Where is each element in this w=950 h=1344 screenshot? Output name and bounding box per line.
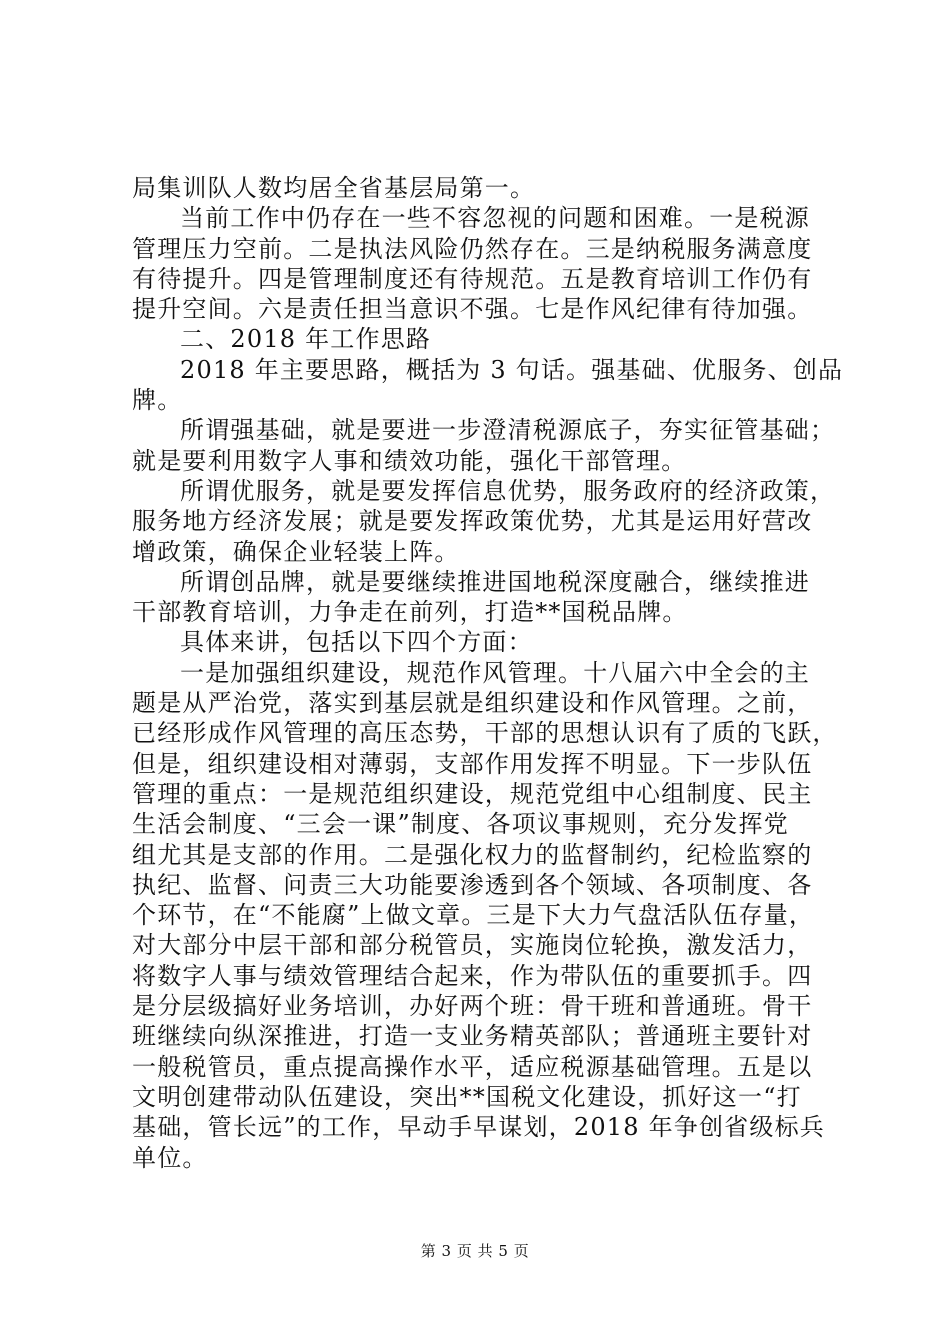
text-line: 基础，管长远”的工作，早动手早谋划，2018 年争创省级标兵 bbox=[132, 1113, 825, 1142]
text-line: 有待提升。四是管理制度还有待规范。五是教育培训工作仍有 bbox=[132, 264, 813, 293]
text-line: 当前工作中仍存在一些不容忽视的问题和困难。一是税源 bbox=[180, 204, 810, 233]
text-line: 班继续向纵深推进，打造一支业务精英部队；普通班主要针对 bbox=[132, 1022, 813, 1051]
text-line: 是分层级搞好业务培训，办好两个班：骨干班和普通班。骨干 bbox=[132, 992, 813, 1021]
text-line: 对大部分中层干部和部分税管员，实施岗位轮换，激发活力， bbox=[132, 931, 813, 960]
text-line: 生活会制度、“三会一课”制度、各项议事规则，充分发挥党 bbox=[132, 810, 789, 839]
text-line: 干部教育培训，力争走在前列，打造**国税品牌。 bbox=[132, 598, 688, 627]
document-body bbox=[132, 173, 844, 1173]
text-line: 一般税管员，重点提高操作水平，适应税源基础管理。五是以 bbox=[132, 1052, 813, 1081]
text-line: 一是加强组织建设，规范作风管理。十八届六中全会的主 bbox=[180, 658, 810, 687]
text-line: 已经形成作风管理的高压态势，干部的思想认识有了质的飞跃， bbox=[132, 719, 838, 748]
text-line: 提升空间。六是责任担当意识不强。七是作风纪律有待加强。 bbox=[132, 295, 813, 324]
text-line: 将数字人事与绩效管理结合起来，作为带队伍的重要抓手。四 bbox=[132, 961, 813, 990]
text-line: 二、2018 年工作思路 bbox=[180, 325, 432, 354]
text-line: 执纪、监督、问责三大功能要渗透到各个领域、各项制度、各 bbox=[132, 870, 813, 899]
text-line: 但是，组织建设相对薄弱，支部作用发挥不明显。下一步队伍 bbox=[132, 749, 813, 778]
text-line: 所谓优服务，就是要发挥信息优势，服务政府的经济政策， bbox=[180, 476, 836, 505]
text-line: 服务地方经济发展；就是要发挥政策优势，尤其是运用好营改 bbox=[132, 507, 813, 536]
text-line: 文明创建带动队伍建设，突出**国税文化建设，抓好这一“打 bbox=[132, 1082, 802, 1111]
text-line: 单位。 bbox=[132, 1143, 208, 1172]
text-line: 组尤其是支部的作用。二是强化权力的监督制约，纪检监察的 bbox=[132, 840, 813, 869]
text-line: 个环节，在“不能腐”上做文章。三是下大力气盘活队伍存量， bbox=[132, 901, 815, 930]
text-line: 2018 年主要思路，概括为 3 句话。强基础、优服务、创品 bbox=[180, 355, 844, 384]
text-line: 所谓强基础，就是要进一步澄清税源底子，夯实征管基础； bbox=[180, 416, 836, 445]
text-line: 牌。 bbox=[132, 386, 183, 415]
text-line: 所谓创品牌，就是要继续推进国地税深度融合，继续推进 bbox=[180, 567, 810, 596]
text-line: 具体来讲，包括以下四个方面： bbox=[180, 628, 533, 657]
text-line: 管理的重点：一是规范组织建设，规范党组中心组制度、民主 bbox=[132, 779, 813, 808]
text-line: 题是从严治党，落实到基层就是组织建设和作风管理。之前， bbox=[132, 689, 813, 718]
text-line: 就是要利用数字人事和绩效功能，强化干部管理。 bbox=[132, 446, 687, 475]
text-line: 局集训队人数均居全省基层局第一。 bbox=[132, 174, 536, 202]
text-line: 增政策，确保企业轻装上阵。 bbox=[132, 537, 460, 566]
page-number-footer: 第 3 页 共 5 页 bbox=[420, 1242, 530, 1260]
text-line: 管理压力空前。二是执法风险仍然存在。三是纳税服务满意度 bbox=[132, 234, 813, 263]
